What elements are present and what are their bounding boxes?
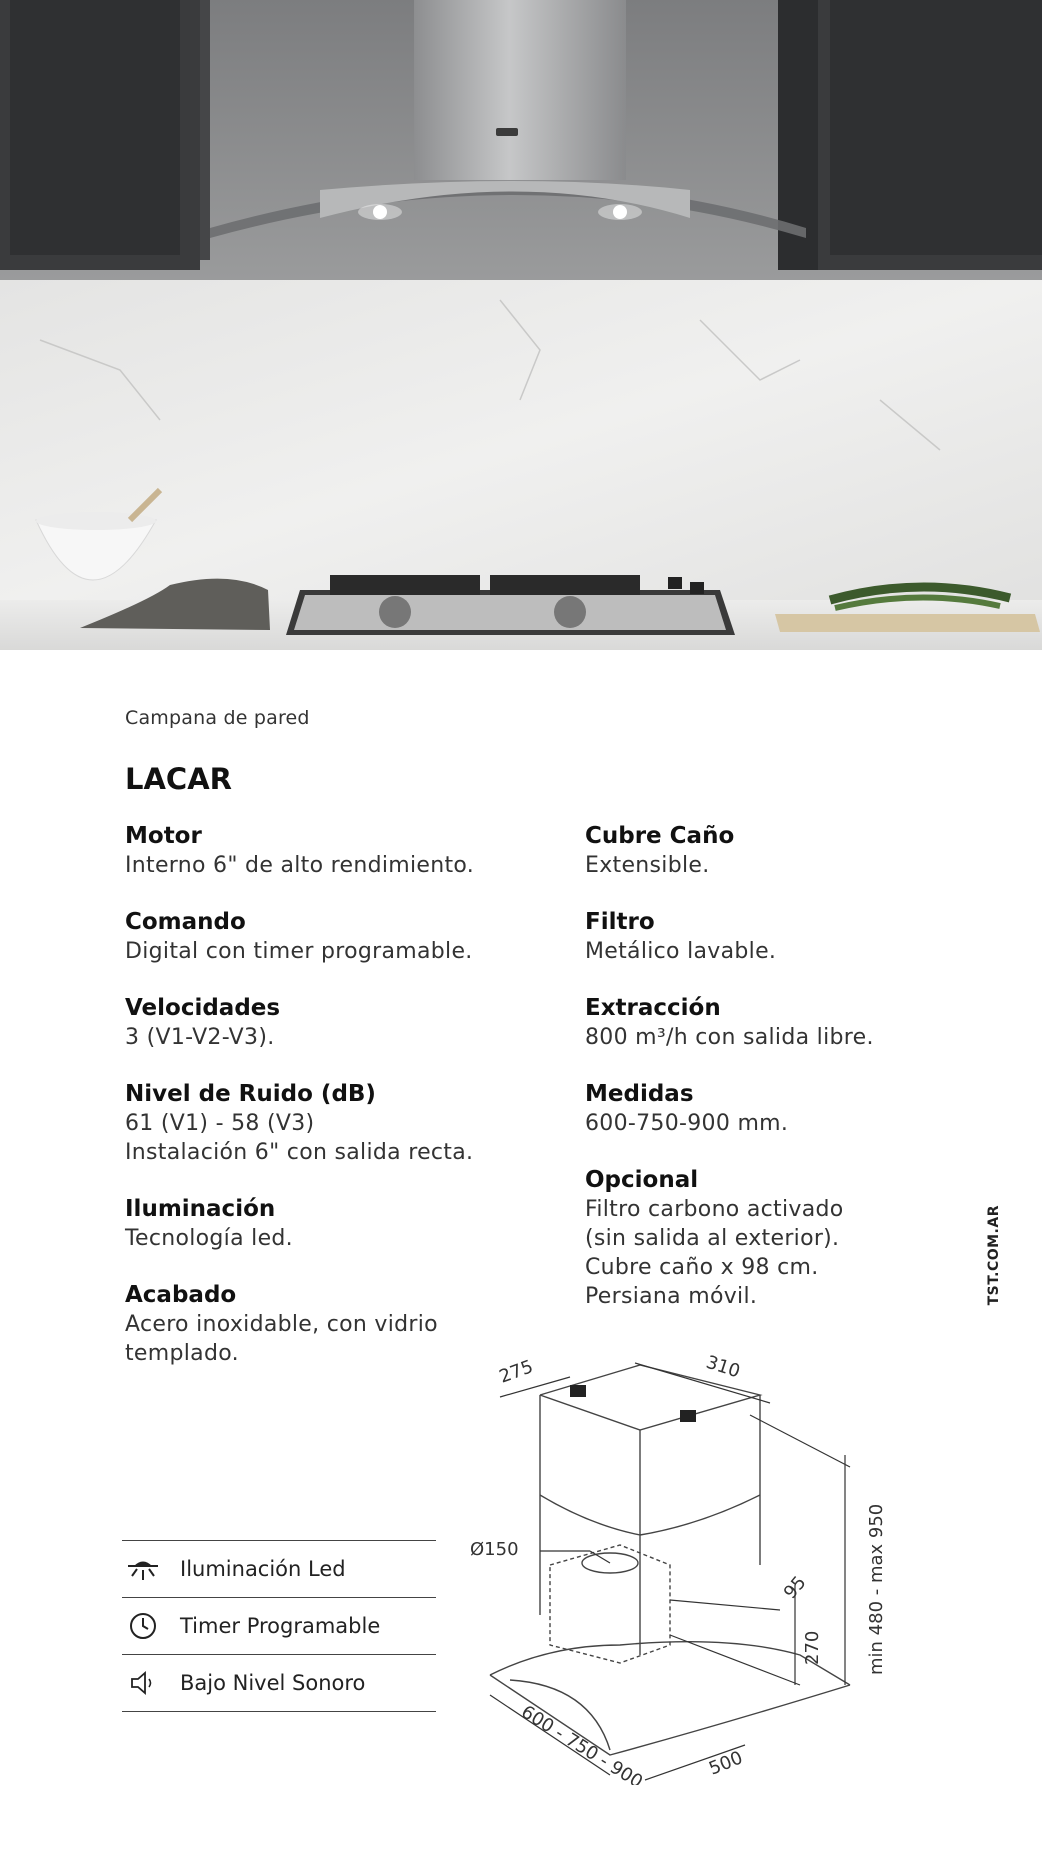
spec-label: Iluminación <box>125 1196 276 1222</box>
spec-value: 61 (V1) - 58 (V3) Instalación 6" con salida recta. <box>125 1111 474 1165</box>
dim-depth-label: 275 <box>496 1356 536 1388</box>
spec-value: Metálico lavable. <box>585 939 777 964</box>
feature-item <box>122 1598 436 1655</box>
specs-right-column <box>585 822 985 1339</box>
spec-value: Acero inoxidable, con vidrio templado. <box>125 1312 438 1366</box>
spec-velocidades <box>125 994 525 1052</box>
spec-label: Cubre Caño <box>585 823 735 849</box>
features-list <box>122 1540 436 1712</box>
spec-value: Interno 6" de alto rendimiento. <box>125 853 475 878</box>
spec-acabado <box>125 1281 525 1368</box>
spec-motor <box>125 822 525 880</box>
spec-iluminacion <box>125 1195 525 1253</box>
spec-label: Nivel de Ruido (dB) <box>125 1081 376 1107</box>
feature-label: Bajo Nivel Sonoro <box>180 1671 366 1695</box>
spec-filtro <box>585 908 985 966</box>
spec-opcional <box>585 1166 985 1311</box>
spec-label: Motor <box>125 823 202 849</box>
spec-medidas <box>585 1080 985 1138</box>
feature-label: Iluminación Led <box>180 1557 346 1581</box>
spec-extraccion <box>585 994 985 1052</box>
brand-badge-icon <box>496 128 518 136</box>
spec-value: 800 m³/h con salida libre. <box>585 1025 874 1050</box>
spec-value: 600-750-900 mm. <box>585 1111 789 1136</box>
product-model: LACAR <box>125 762 232 796</box>
feature-item <box>122 1541 436 1598</box>
led-light-icon <box>126 1552 160 1586</box>
feature-item <box>122 1655 436 1712</box>
spec-value: Filtro carbono activado (sin salida al exterior). Cubre caño x 98 cm. Persiana móvil. <box>585 1197 844 1309</box>
spec-label: Opcional <box>585 1167 699 1193</box>
spec-value: Tecnología led. <box>125 1226 293 1251</box>
specs-left-column <box>125 822 525 1396</box>
spec-value: Extensible. <box>585 853 710 878</box>
website-url[interactable]: TST.COM.AR <box>986 1205 1002 1306</box>
spec-label: Filtro <box>585 909 655 935</box>
feature-label: Timer Programable <box>180 1614 381 1638</box>
dim-width-top-label: 310 <box>703 1355 743 1383</box>
dim-base-depth-label: 500 <box>706 1747 746 1780</box>
dimension-diagram <box>470 1355 940 1785</box>
spec-nivel-ruido <box>125 1080 525 1167</box>
spec-cubre-cano <box>585 822 985 880</box>
speaker-icon <box>126 1666 160 1700</box>
dim-width-label: 600 - 750 - 900 <box>517 1701 647 1785</box>
dim-hood-height-label: 270 <box>802 1630 823 1665</box>
product-category: Campana de pared <box>125 707 310 729</box>
spec-label: Comando <box>125 909 246 935</box>
spec-label: Acabado <box>125 1282 237 1308</box>
clock-icon <box>126 1609 160 1643</box>
spec-comando <box>125 908 525 966</box>
dim-total-height-label: min 480 - max 950 <box>866 1503 887 1675</box>
hero-kitchen-photo <box>0 0 1042 650</box>
dim-diameter-label: Ø150 <box>470 1539 519 1560</box>
dim-offset-label: 95 <box>779 1572 811 1604</box>
spec-value: 3 (V1-V2-V3). <box>125 1025 275 1050</box>
spec-label: Velocidades <box>125 995 281 1021</box>
spec-label: Extracción <box>585 995 721 1021</box>
spec-value: Digital con timer programable. <box>125 939 473 964</box>
spec-label: Medidas <box>585 1081 694 1107</box>
